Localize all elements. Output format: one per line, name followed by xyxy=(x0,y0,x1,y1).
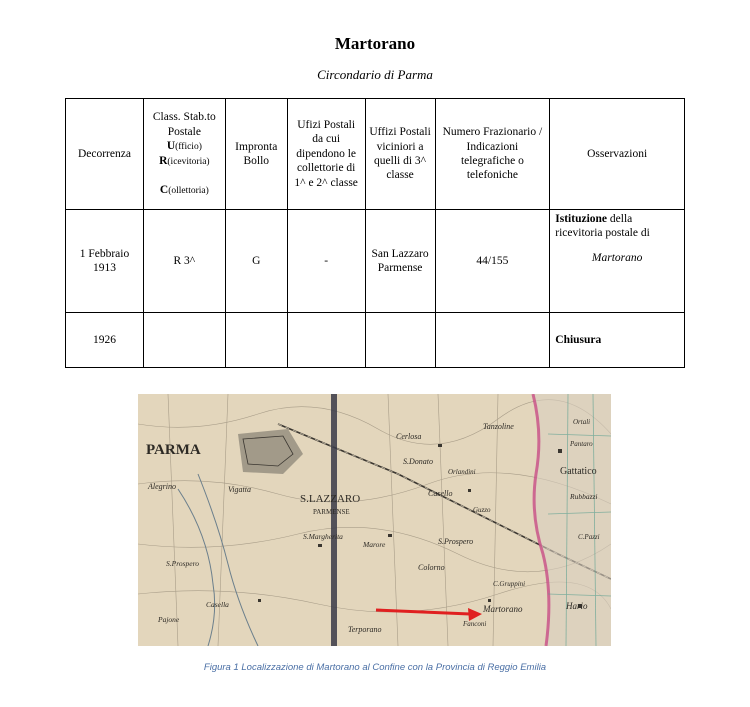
map-label-tanzoline: Tanzoline xyxy=(483,422,514,431)
map-label-pazzi: C.Pazzi xyxy=(578,533,600,541)
header-viciniori: Uffizi Postali viciniori a quelli di 3^ classe xyxy=(365,99,435,210)
cell-numero: 44/155 xyxy=(435,210,550,313)
table-row xyxy=(66,313,685,368)
cell-osservazioni: Chiusura xyxy=(550,313,685,368)
map-label-parmense: PARMENSE xyxy=(313,508,350,516)
map-label-rubbazzi: Rubbazzi xyxy=(570,492,598,501)
header-osservazioni: Osservazioni xyxy=(550,99,685,210)
table-row xyxy=(66,210,685,313)
header-classificazione: Class. Stab.to Postale U(fficio) R(icevitoria) C(ollettoria) xyxy=(143,99,225,210)
map-label-cerlosa: Cerlosa xyxy=(396,432,422,441)
map-label-colorno: Colorno xyxy=(418,563,445,572)
cell-viciniori xyxy=(365,313,435,368)
header-numero: Numero Frazionario / Indicazioni telegrafiche o telefoniche xyxy=(435,99,550,210)
map-label-ortali: Ortali xyxy=(573,418,591,426)
map-label-vigatta: Vigatta xyxy=(228,485,251,494)
map-label-s-donato: S.Donato xyxy=(403,457,433,466)
cell-classe xyxy=(143,313,225,368)
map-label-prospero-west: S.Prospero xyxy=(166,559,199,568)
map-label-gattatico: Gattatico xyxy=(560,466,597,477)
map-label-terporano: Terporano xyxy=(348,625,382,634)
cell-ufizi: - xyxy=(287,210,365,313)
cell-viciniori: San Lazzaro Parmense xyxy=(365,210,435,313)
map-image xyxy=(138,394,611,646)
map-label-marore: Marore xyxy=(363,540,386,549)
map-label-margherita: S.Margherita xyxy=(303,532,343,541)
cell-decorrenza: 1926 xyxy=(66,313,144,368)
cell-decorrenza: 1 Febbraio 1913 xyxy=(66,210,144,313)
map-label-hario: Hario xyxy=(566,601,588,611)
cell-impronta: G xyxy=(225,210,287,313)
cell-classe: R 3^ xyxy=(143,210,225,313)
map-label-casello: Casello xyxy=(428,489,453,498)
cell-osservazioni: Istituzione della ricevitoria postale di Martorano xyxy=(550,210,685,313)
map-label-casella: Casella xyxy=(206,600,229,609)
header-decorrenza: Decorrenza xyxy=(66,99,144,210)
postal-history-table xyxy=(65,98,685,368)
historical-map xyxy=(138,394,611,646)
map-label-orlandini: Orlandini xyxy=(448,468,476,476)
map-label-guzzo: Guzzo xyxy=(473,506,491,514)
map-label-fanconi: Fanconi xyxy=(463,620,487,628)
cell-impronta xyxy=(225,313,287,368)
page-subtitle: Circondario di Parma xyxy=(317,67,433,82)
page-title: Martorano xyxy=(334,34,416,53)
header-ufizi: Ufizi Postali da cui dipendono le collettorie di 1^ e 2^ classe xyxy=(287,99,365,210)
cell-ufizi xyxy=(287,313,365,368)
map-label-parma: PARMA xyxy=(146,442,201,458)
map-label-pajone: Pajone xyxy=(158,615,180,624)
table-header-row xyxy=(66,99,685,210)
cell-numero xyxy=(435,313,550,368)
header-impronta: Impronta Bollo xyxy=(225,99,287,210)
map-label-s-lazzaro: S.LAZZARO xyxy=(300,493,361,505)
map-label-martorano: Martorano xyxy=(483,604,523,614)
figure-caption: Figura 1 Localizzazione di Martorano al Confine con la Provincia di Reggio Emilia xyxy=(203,662,547,673)
map-label-gruppini: C.Gruppini xyxy=(493,580,526,588)
map-label-alegrino: Alegrino xyxy=(148,482,176,491)
map-label-s-prospero: S.Prospero xyxy=(438,537,474,546)
map-label-pantaro: Pantaro xyxy=(570,440,593,448)
